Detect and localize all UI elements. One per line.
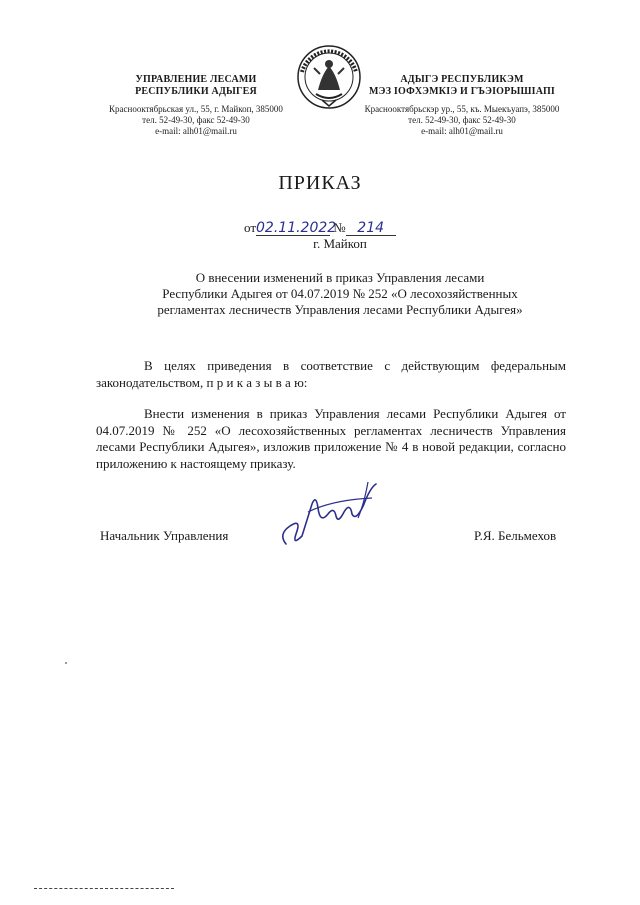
date-prefix: от xyxy=(244,220,257,235)
org-email-ru: e-mail: alh01@mail.ru xyxy=(155,126,237,136)
date-handwritten: 02.11.2022 xyxy=(256,220,337,236)
footer-divider xyxy=(34,888,174,889)
org-address-ady: Краснооктябрьскэр ур., 55, къ. Мыекъуапэ, 385000 xyxy=(364,104,560,114)
org-phone-ady: тел. 52-49-30, факс 52-49-30 xyxy=(408,115,516,125)
org-name-ru-line1: УПРАВЛЕНИЕ ЛЕСАМИ xyxy=(135,74,257,85)
header-right-block xyxy=(352,74,572,137)
subject-line-2: Республики Адыгея от 04.07.2019 № 252 «О лесохозяйственных xyxy=(162,286,518,301)
org-email-ady: e-mail: alh01@mail.ru xyxy=(421,126,503,136)
org-address-ru: Краснооктябрьская ул., 55, г. Майкоп, 385000 xyxy=(109,104,283,114)
document-subject xyxy=(120,270,560,318)
number-sign: № xyxy=(333,220,346,235)
org-name-ady-line1: АДЫГЭ РЕСПУБЛИКЭМ xyxy=(400,74,524,85)
signer-position: Начальник Управления xyxy=(100,528,229,543)
signer-name: Р.Я. Бельмехов xyxy=(474,528,557,543)
order-paragraph: Внести изменения в приказ Управления лесами Республики Адыгея от 04.07.2019 № 252 «О лесохозяйственных регламентах лесничеств Управления лесами Республики Адыгея», изложив приложение № 4 в новой редакции, согласно приложению к настоящему приказу. xyxy=(96,406,566,471)
handwritten-signature xyxy=(272,474,382,554)
org-name-ady-line2: МЭЗ ІОФХЭМКІЭ И ГЪЭІОРЫШІАПІ xyxy=(368,86,556,97)
header-left-block xyxy=(96,74,296,137)
org-name-ru-line2: РЕСПУБЛИКИ АДЫГЕЯ xyxy=(135,86,257,97)
preamble-paragraph: В целях приведения в соответствие с действующим федеральным законодательством, п р и к а з ы в а ю: xyxy=(96,358,566,390)
document-title: ПРИКАЗ xyxy=(278,172,362,194)
subject-line-3: регламентах лесничеств Управления лесами Республики Адыгея» xyxy=(157,302,523,317)
number-handwritten: 214 xyxy=(346,221,396,236)
scan-speck xyxy=(65,662,67,664)
city-line: г. Майкоп xyxy=(313,236,367,251)
date-number-line xyxy=(244,220,396,236)
org-phone-ru: тел. 52-49-30, факс 52-49-30 xyxy=(142,115,250,125)
subject-line-1: О внесении изменений в приказ Управления лесами xyxy=(195,270,485,285)
